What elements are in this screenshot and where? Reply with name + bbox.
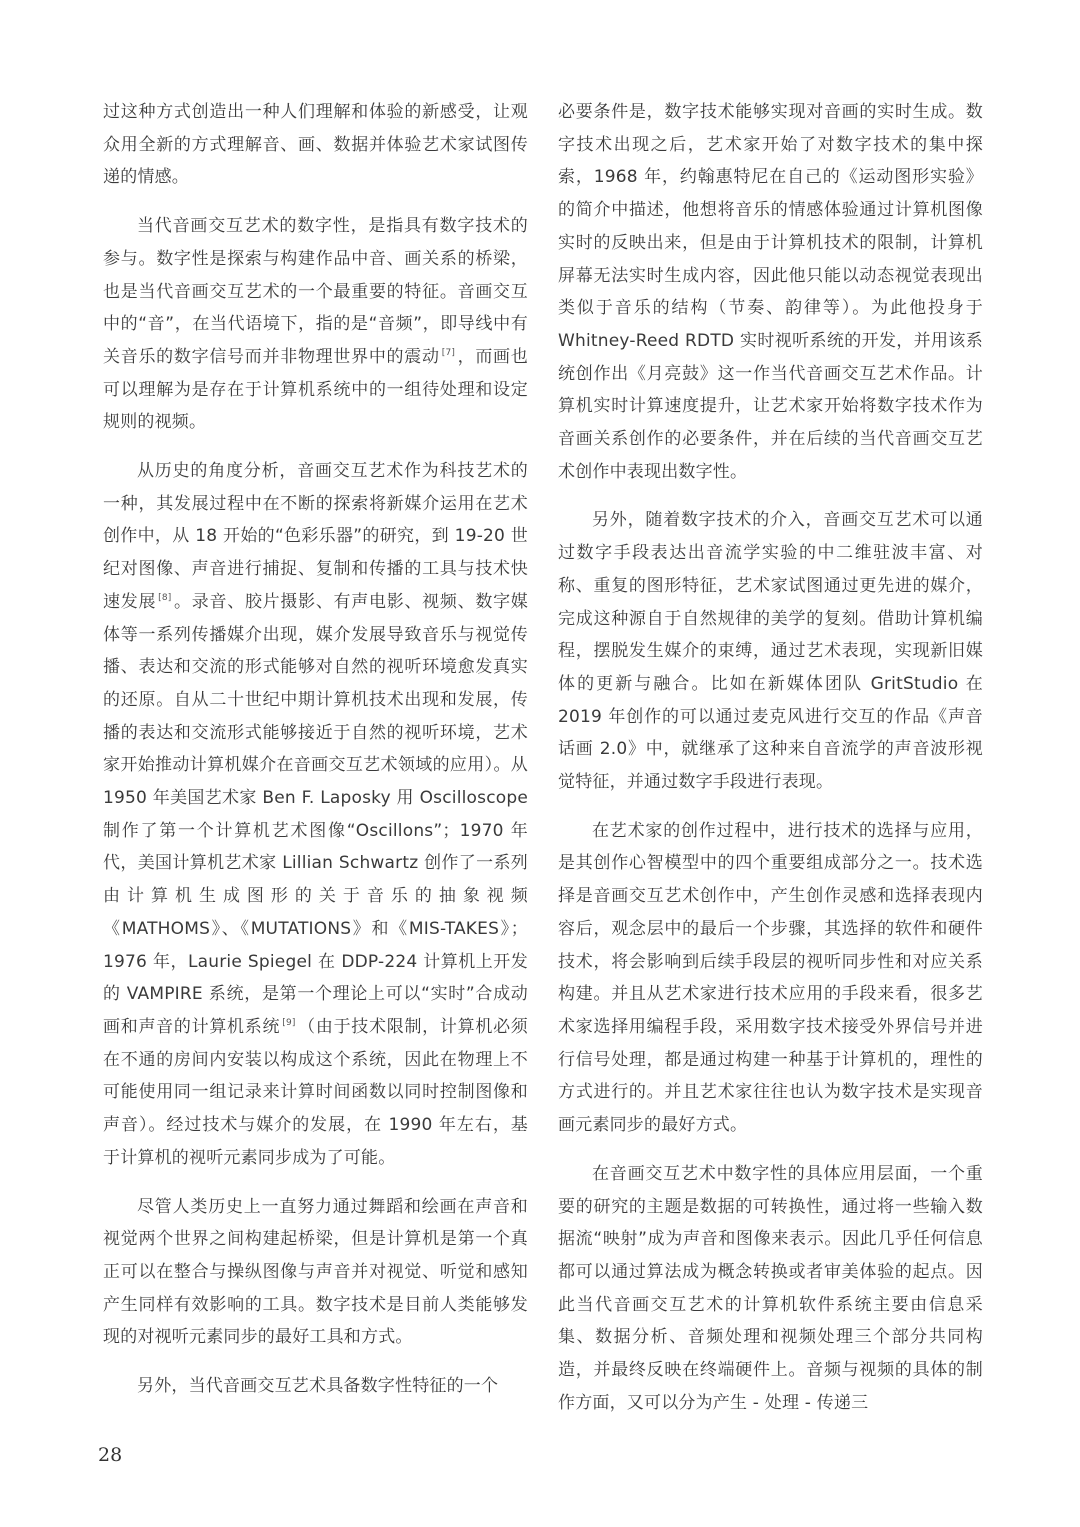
paragraph-text: 当代音画交互艺术的数字性，是指具有数字技术的参与。数字性是探索与构建作品中音、画关系的桥梁，也是当代音画交互艺术的一个最重要的特征。音画交互中的“音”，在当代语境下，指的是“音频”，即导线中有关音乐的数字信号而并非物理世界中的震动 <box>103 216 528 367</box>
paragraph <box>103 96 528 194</box>
paragraph <box>103 1370 528 1403</box>
paragraph-text: 从历史的角度分析，音画交互艺术作为科技艺术的一种，其发展过程中在不断的探索将新媒介运用在艺术创作中，从 18 开始的“色彩乐器”的研究，到 19-20 世纪对图像、声音进行捕捉、复制和传播的工具与技术快速发展 <box>103 461 528 612</box>
paragraph-text: 。录音、胶片摄影、有声电影、视频、数字媒体等一系列传播媒介出现，媒介发展导致音乐与视觉传播、表达和交流的形式能够对自然的视听环境愈发真实的还原。自从二十世纪中期计算机技术出现和发展，传播的表达和交流形式能够接近于自然的视听环境，艺术家开始推动计算机媒介在音画交互艺术领域的应用）。从 1950 年美国艺术家 Ben F. Laposky 用 Oscilloscope 制作了第一个计算机艺术图像“Oscillons”；1970 年代，美国计算机艺术家 Lillian Schwartz 创作了一系列由计算机生成图形的关于音乐的抽象视频《MATHOMS》、《MUTATIONS》和《MIS-TAKES》；1976 年，Laurie Spiegel 在 DDP-224 计算机上开发的 VAMPIRE 系统，是第一个理论上可以“实时”合成动画和声音的计算机系统 <box>103 591 528 1037</box>
paragraph <box>558 96 983 488</box>
paragraph-text: 在音画交互艺术中数字性的具体应用层面，一个重要的研究的主题是数据的可转换性，通过将一些输入数据流“映射”成为声音和图像来表示。因此几乎任何信息都可以通过算法成为概念转换或者审美体验的起点。因此当代音画交互艺术的计算机软件系统主要由信息采集、数据分析、音频处理和视频处理三个部分共同构造，并最终反映在终端硬件上。音频与视频的具体的制作方面，又可以分为产生 - 处理 - 传递三 <box>558 1163 983 1413</box>
page-number: 28 <box>98 1444 123 1466</box>
paragraph-text: 在艺术家的创作过程中，进行技术的选择与应用，是其创作心智模型中的四个重要组成部分之一。技术选择是音画交互艺术创作中，产生创作灵感和选择表现内容后，观念层中的最后一个步骤，其选择的软件和硬件技术，将会影响到后续手段层的视听同步性和对应关系构建。并且从艺术家进行技术应用的手段来看，很多艺术家选择用编程手段，采用数字技术接受外界信号并进行信号处理，都是通过构建一种基于计算机的，理性的方式进行的。并且艺术家往往也认为数字技术是实现音画元素同步的最好方式。 <box>558 820 983 1136</box>
paragraph <box>103 210 528 439</box>
right-column <box>558 96 983 1435</box>
paragraph <box>103 1191 528 1355</box>
paragraph-text: ，而画也可以理解为是存在于计算机系统中的一组待处理和设定规则的视频。 <box>103 346 528 433</box>
paragraph <box>558 815 983 1142</box>
paragraph-text: 另外，随着数字技术的介入，音画交互艺术可以通过数字手段表达出音流学实验的中二维驻波丰富、对称、重复的图形特征，艺术家试图通过更先进的媒介，完成这种源自于自然规律的美学的复刻。借助计算机编程，摆脱发生媒介的束缚，通过艺术表现，实现新旧媒体的更新与融合。比如在新媒体团队 GritStudio 在 2019 年创作的可以通过麦克风进行交互的作品《声音话画 2.0》中，就继承了这种来自音流学的声音波形视觉特征，并通过数字手段进行表现。 <box>558 510 983 793</box>
left-column <box>103 96 528 1419</box>
paragraph <box>558 1158 983 1420</box>
paragraph-text: 必要条件是，数字技术能够实现对音画的实时生成。数字技术出现之后，艺术家开始了对数字技术的集中探索，1968 年，约翰惠特尼在自己的《运动图形实验》的简介中描述，他想将音乐的情感体验通过计算机图像实时的反映出来，但是由于计算机技术的限制，计算机屏幕无法实时生成内容，因此他只能以动态视觉表现出类似于音乐的结构（节奏、韵律等）。为此他投身于 Whitney-Reed RDTD 实时视听系统的开发，并用该系统创作出《月亮鼓》这一作当代音画交互艺术作品。计算机实时计算速度提升，让艺术家开始将数字技术作为音画关系创作的必要条件，并在后续的当代音画交互艺术创作中表现出数字性。 <box>558 102 983 482</box>
paragraph-text: 过这种方式创造出一种人们理解和体验的新感受，让观众用全新的方式理解音、画、数据并体验艺术家试图传递的情感。 <box>103 102 528 188</box>
paragraph <box>103 455 528 1174</box>
paragraph-text: 尽管人类历史上一直努力通过舞蹈和绘画在声音和视觉两个世界之间构建起桥梁，但是计算机是第一个真正可以在整合与操纵图像与声音并对视觉、听觉和感知产生同样有效影响的工具。数字技术是目前人类能够发现的对视听元素同步的最好工具和方式。 <box>103 1196 528 1348</box>
citation-ref: [8] <box>158 593 172 604</box>
citation-ref: [9] <box>282 1018 296 1029</box>
paragraph-text: 另外，当代音画交互艺术具备数字性特征的一个 <box>137 1376 499 1397</box>
citation-ref: [7] <box>441 348 456 359</box>
paragraph-text: （由于技术限制，计算机必须在不通的房间内安装以构成这个系统，因此在物理上不可能使用同一组记录来计算时间函数以同时控制图像和声音）。经过技术与媒介的发展，在 1990 年左右，基于计算机的视听元素同步成为了可能。 <box>103 1016 528 1168</box>
paragraph <box>558 504 983 798</box>
